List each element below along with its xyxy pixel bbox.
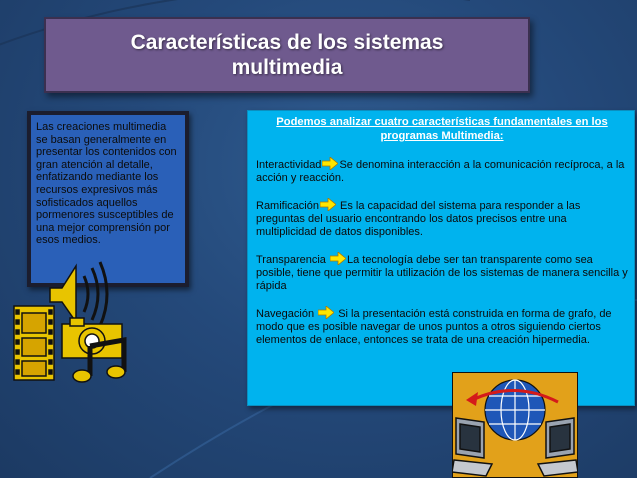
characteristics-heading: Podemos analizar cuatro características fundamentales en los programas Multimedia:: [276, 116, 608, 142]
arrow-right-icon: [322, 157, 338, 170]
item-description: Se denomina interacción a la comunicación recíproca, a la acción y reacción.: [256, 159, 625, 184]
slide-title-box: [44, 17, 530, 93]
item-description: Es la capacidad del sistema para responder a las preguntas del usuario encontrando los datos precisos entre una multiplicidad de datos disponibles.: [256, 200, 581, 238]
item-description: Si la presentación está construida en forma de grafo, de modo que es posible navegar de unos puntos a otros siguiendo ciertos elementos de enlace, entonces se trata de una creación hipermedia.: [256, 308, 612, 346]
item-description: La tecnología debe ser tan transparente como sea posible, tiene que permitir la utilización de los sistemas de manera sencilla y rápida: [256, 254, 628, 292]
item-term: Transparencia: [256, 254, 326, 266]
slide-title: Características de los sistemas multimedia: [130, 31, 444, 79]
item-term: Interactividad: [256, 159, 322, 171]
item-term: Ramificación: [256, 200, 319, 212]
item-term: Navegación: [256, 308, 315, 320]
item-navegacion: [256, 306, 628, 347]
arrow-right-icon: [320, 198, 336, 211]
item-ramificacion: [256, 198, 628, 239]
arrow-right-icon: [318, 306, 334, 319]
network-computers-icon: [452, 372, 578, 478]
multimedia-clipart-icon: [12, 258, 137, 383]
intro-text: Las creaciones multimedia se basan generalmente en presentar los contenidos con gran atención al detalle, enfatizando mediante los recursos expresivos más sofisticados aquellos pormenores susceptibles de una mejor comprensión por esos medios.: [36, 121, 177, 247]
item-transparencia: [256, 252, 628, 293]
characteristics-textbox: [247, 110, 635, 406]
arrow-right-icon: [330, 252, 346, 265]
item-interactividad: [256, 157, 628, 185]
